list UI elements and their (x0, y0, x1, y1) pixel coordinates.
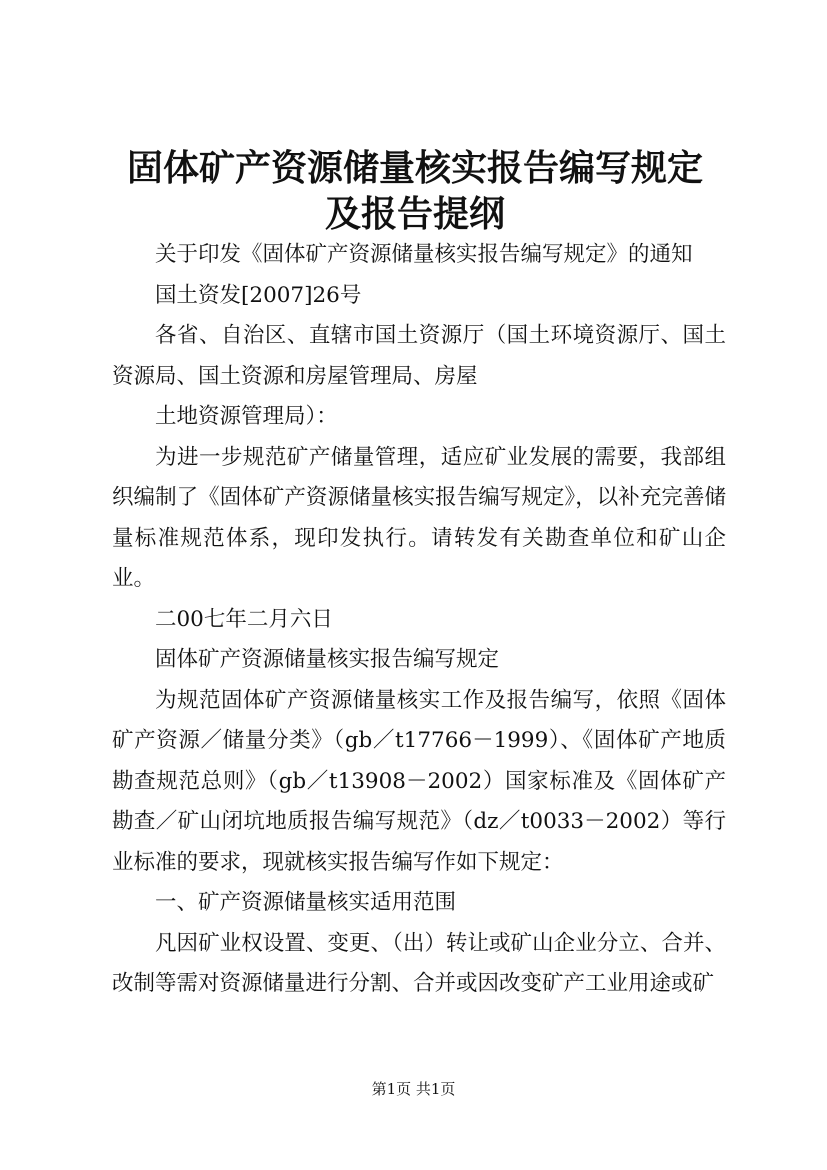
paragraph-recipients: 各省、自治区、直辖市国土资源厅（国土环境资源厅、国土资源局、国土资源和房屋管理局、房屋 (112, 323, 726, 389)
paragraph-notice-heading: 关于印发《固体矿产资源储量核实报告编写规定》的通知 (155, 242, 693, 267)
paragraph-document-number: 国土资发[2007]26号 (155, 282, 362, 308)
paragraph-regulation-title: 固体矿产资源储量核实报告编写规定 (155, 647, 500, 672)
paragraph-recipients-cont: 土地资源管理局）： (155, 404, 338, 429)
document-title: 固体矿产资源储量核实报告编写规定及报告提纲 (126, 147, 703, 235)
page-footer: 第1页 共1页 (371, 1080, 456, 1098)
paragraph-notice-body: 为进一步规范矿产储量管理，适应矿业发展的需要，我部组织编制了《固体矿产资源储量核实报告编写规定》，以补充完善储量标准规范体系，现印发执行。请转发有关勘查单位和矿山企业。 (112, 444, 726, 591)
paragraph-date: 二00七年二月六日 (155, 606, 333, 632)
document-body (112, 235, 726, 1005)
paragraph-section-body: 凡因矿业权设置、变更、（出）转让或矿山企业分立、合并、改制等需对资源储量进行分割、合并或因改变矿产工业用途或矿 (112, 930, 726, 996)
paragraph-section-heading: 一、矿产资源储量核实适用范围 (155, 890, 457, 915)
paragraph-regulation-intro: 为规范固体矿产资源储量核实工作及报告编写，依照《固体矿产资源／储量分类》（gb／t17766－1999）、《固体矿产地质勘查规范总则》（gb／t13908－2002）国家标准及《固体矿产勘查／矿山闭坑地质报告编写规范》（dz／t0033－2002）等行业标准的要求，现就核实报告编写作如下规定： (112, 687, 726, 875)
